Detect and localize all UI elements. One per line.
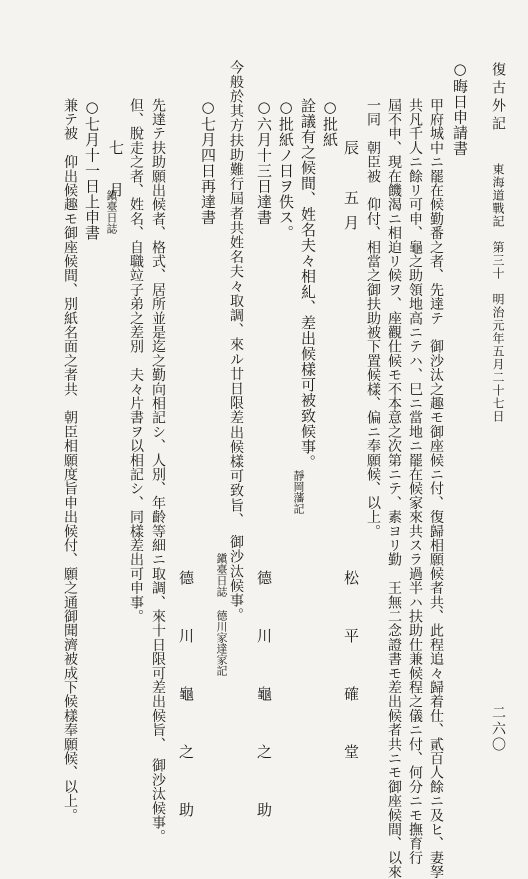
body-line: 詮議有之候間、姓名夫々相糺、差出候樣可被致候事。 xyxy=(299,98,317,470)
body-line: 甲府城中ニ罷在候勤番之者、先達テ 御沙汰之趣モ御座候ニ付、復歸相願候者共、此程追々歸着仕、貳百人餘ニ及ヒ、妻孥 xyxy=(428,98,444,879)
signature-tokugawa-1: 德 川 龜 之 助 xyxy=(255,570,273,831)
body-line: 但、脫走之者、姓名、自職竝子弟之差別 夫々片書ヲ以相記シ、同樣差出可申事。 xyxy=(128,98,144,624)
note-chinsho-nisshi-tokugawa: 鎭臺日誌 德川家達家記 xyxy=(215,553,228,676)
date-line: 辰 五月 xyxy=(342,140,360,240)
signature-tokugawa-2: 德 川 龜 之 助 xyxy=(177,570,195,831)
heading-annotation: ○批紙 xyxy=(321,98,339,148)
heading-report-july-11: ○七月十一日上申書 xyxy=(83,98,101,241)
body-line: 一同 朝臣被 仰付、相當之御扶助被下置候樣、偏ニ奉願候、以上。 xyxy=(365,98,381,539)
date-line: 七 月 xyxy=(107,140,125,203)
body-line: 兼テ被 仰出候趣モ御座候間、別紙名面之者共 朝臣相願度旨申出候付、願之通御聞濟被成下候樣奉願候、以上。 xyxy=(62,98,78,823)
body-line: 屆不申、現在饑渴ニ相迫リ候ヲ、座觀仕候モ不本意之次第ニテ、素ヨリ勤 王無二念證書モ差出候者共ニモ御座候間、以來 xyxy=(386,98,402,879)
heading-renotice-july-4: ○七月四日再達書 xyxy=(199,98,217,225)
heading-notice-june-13: ○六月十三日達書 xyxy=(255,98,273,225)
body-line: 共凡千人ニ餘リ可申、龜之助領地高ニテハ、巳ニ當地ニ罷在候家來共スラ過半ハ扶助仕兼候程之儀ニ付、何分ニモ撫育行 xyxy=(407,98,423,865)
body-line: 先達テ扶助願出候者、格式、居所並是迄之勤向相記シ、人別、年齡等細ニ取調、來十日限可差出候旨、 御沙汰候事。 xyxy=(150,98,166,844)
note-shizuoka-hanki: 靜岡藩記 xyxy=(292,470,305,514)
body-line: ○批紙ノ日ヲ佚ス。 xyxy=(277,98,295,241)
section-title: 東海道戰記 第三十 明治元年五月二十七日 xyxy=(491,163,505,423)
note-chinsho-nisshi: 鎭臺日誌 xyxy=(105,190,118,234)
signature-matsudaira: 松 平 確 堂 xyxy=(342,570,360,773)
heading-petition-last-day: ○晦日申請書 xyxy=(451,60,469,156)
page-number: 二六〇 xyxy=(490,705,506,753)
body-line: 今般於其方扶助難行屆者共姓名夫々取調、來ル廿日限差出候樣可致旨、 御沙汰候事。 xyxy=(228,60,244,623)
book-title: 復古外記 xyxy=(490,62,506,134)
